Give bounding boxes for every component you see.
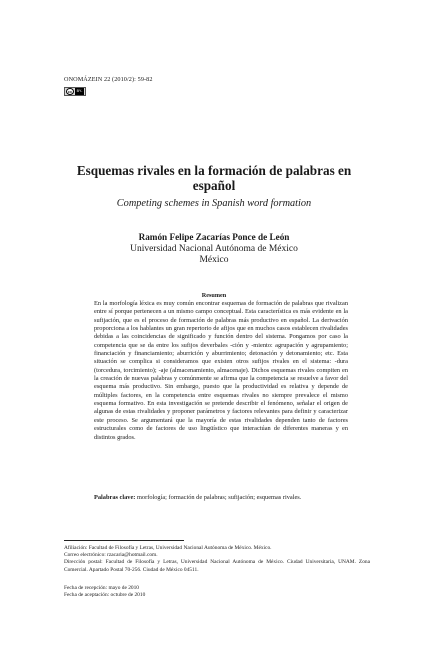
journal-citation: ONOMÁZEIN 22 (2010/2): 59-82 (64, 76, 153, 83)
article-title: Esquemas rivales en la formación de palabras en español (76, 163, 352, 193)
license-label: BY-NC (76, 89, 83, 100)
license-badge[interactable] (64, 87, 86, 100)
date-received: Fecha de recepción: mayo de 2010 (64, 585, 139, 591)
dates-block (64, 585, 370, 599)
abstract-heading: Resumen (201, 292, 227, 299)
affiliation-institution: Universidad Nacional Autónoma de México (130, 244, 298, 254)
author-affiliation (60, 244, 368, 266)
footnote-divider (64, 540, 184, 541)
article-subtitle-english: Competing schemes in Spanish word formation (116, 198, 312, 209)
keywords-label: Palabras clave: (94, 494, 136, 501)
affiliation-country: México (199, 255, 229, 265)
footnote-affiliation: Afiliación: Facultad de Filosofía y Letras, Universidad Nacional Autónoma de México. México. (64, 545, 272, 551)
author-name: Ramón Felipe Zacarías Ponce de León (138, 232, 290, 242)
keywords (94, 494, 348, 502)
footnote-block (64, 545, 370, 574)
creative-commons-icon: cc (67, 89, 73, 94)
abstract-body: En la morfología léxica es muy común encontrar esquemas de formación de palabras que rivalizan entre sí porque pertenecen a un mismo campo conceptual. Esta característica es más evidente en la sufijación, que es el proceso de formación de palabras más productivo en español. La derivación proporciona a los hablantes un gran repertorio de afijos que en muchos casos establecen rivalidades debidas a las coincidencias de significado y función dentro del sistema. Pongamos por caso la competencia que se da entre los sufijos deverbales -ción y -miento: agrupación y agrupamiento; financiación y financiamiento; aburrición y aburrimiento; detonación y detonamiento; etc. Esta situación se complica si consideramos que existen otros sufijos rivales en el sistema: -dura (torcedura, torcimiento); -aje (almacenamiento, almacenaje). Dichos esquemas rivales compiten en la creación de nuevas palabras y comúnmente se afirma que la competencia se resuelve a favor del esquema más productivo. Sin embargo, puesto que la productividad es relativa y depende de múltiples factores, en la competencia entre esquemas rivales no siempre prevalece el mismo esquema formativo. En esta investigación se pretende describir el fenómeno, señalar el origen de algunas de estas rivalidades y proponer parámetros y factores relevantes para definir y caracterizar este proceso. Se argumentará que la mayoría de estas rivalidades dependen tanto de factores estructurales como de factores de uso lingüístico que interactúan de diferentes maneras y en distintos grados. (94, 300, 348, 441)
footnote-email: Correo electrónico: rzacaria@hotmail.com. (64, 552, 158, 559)
keywords-list: morfología; formación de palabras; sufijación; esquemas rivales. (135, 494, 302, 501)
footnote-address: Dirección postal: Facultad de Filosofía y Letras, Universidad Nacional Autónoma de México. Ciudad Universitaria, UNAM. Zona Comercial. Apartado Postal 70-256. Ciudad de México 04511. (64, 559, 370, 573)
date-accepted: Fecha de aceptación: octubre de 2010 (64, 592, 146, 599)
